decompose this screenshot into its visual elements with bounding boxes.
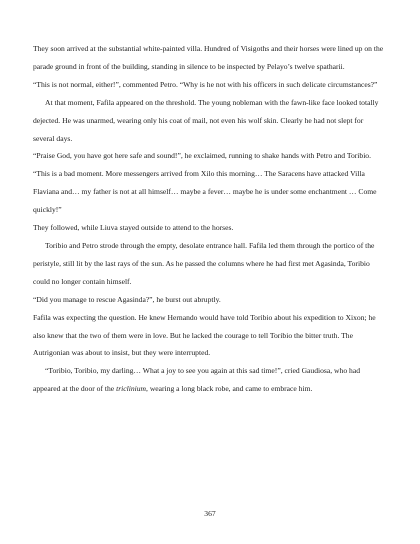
paragraph-9-italic-word: triclinium bbox=[116, 384, 147, 394]
paragraph-4: “Praise God, you have got here safe and sound!”, he exclaimed, running to shake hands with Petro and Toribio. “This is a bad moment. More messengers arrived from Xilo this morning… The Saracens have attacked Villa Flaviana and… my father is not at all himself… maybe a fever… maybe he is under some enchantment … Come quickly!” bbox=[33, 151, 377, 215]
paragraph-8: Fafila was expecting the question. He knew Hernando would have told Toribio about his expedition to Xixon; he also knew that the two of them were in love. But he lacked the courage to tell Toribio the bitter truth. The Autrigonian was about to insist, but they were interrupted. bbox=[33, 312, 376, 358]
paragraph-9-text-after: , wearing a long black robe, and came to embrace him. bbox=[146, 384, 313, 394]
paragraph-6: Toribio and Petro strode through the empty, desolate entrance hall. Fafila led them through the portico of the peristyle, still lit by the last rays of the sun. As he passed the columns where he had first met Agasinda, Toribio could no longer contain himself. bbox=[33, 240, 375, 286]
paragraph-3: At that moment, Fafila appeared on the threshold. The young nobleman with the fawn-like face looked totally dejected. He was unarmed, wearing only his coat of mail, not even his wolf skin. Clearly he had not slept for several days. bbox=[33, 97, 379, 143]
paragraph-7: “Did you manage to rescue Agasinda?”, he burst out abruptly. bbox=[33, 294, 221, 304]
paragraph-9 bbox=[33, 362, 385, 398]
page-number: 367 bbox=[204, 509, 216, 518]
paragraph-1: They soon arrived at the substantial white-painted villa. Hundred of Visigoths and their horses were lined up on the parade ground in front of the building, standing in silence to be inspected by Pelayo’s twelve spatharii. bbox=[33, 44, 384, 71]
paragraph-5: They followed, while Liuva stayed outside to attend to the horses. bbox=[33, 223, 234, 233]
paragraph-2: “This is not normal, either!”, commented Petro. “Why is he not with his officers in such delicate circumstances?” bbox=[33, 79, 378, 89]
paragraph-9-text-before: “Toribio, Toribio, my darling… What a joy to see you again at this sad time!”, cried Gaudiosa, who had appeared at the door of the bbox=[33, 366, 360, 394]
page-body bbox=[33, 40, 385, 398]
